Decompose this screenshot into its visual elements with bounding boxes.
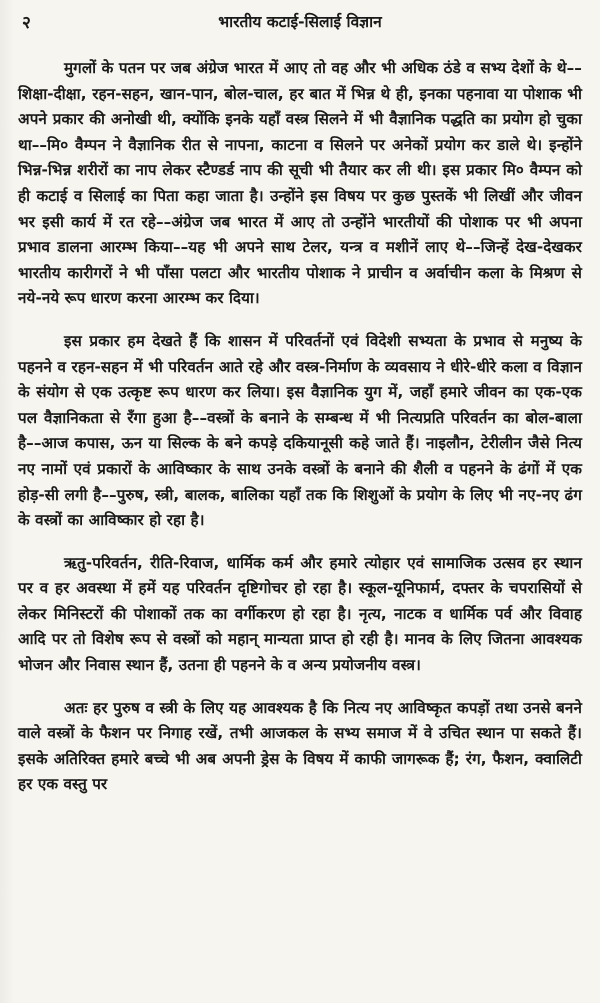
- paragraph: इस प्रकार हम देखते हैं कि शासन में परिवर्तनों एवं विदेशी सभ्यता के प्रभाव से मनुष्य के पहनने व रहन-सहन में भी परिवर्तन आते रहे और वस्त्र-निर्माण के व्यवसाय ने धीरे-धीरे कला व विज्ञान के संयोग से एक उत्कृष्ट रूप धारण कर लिया। इस वैज्ञानिक युग में, जहाँ हमारे जीवन का एक-एक पल वैज्ञानिकता से रँगा हुआ है––वस्त्रों के बनाने के सम्बन्ध में भी नित्यप्रति परिवर्तन का बोल-बाला है––आज कपास, ऊन या सिल्क के बने कपड़े दकियानूसी कहे जाते हैं। नाइलौन, टेरीलीन जैसे नित्य नए नामों एवं प्रकारों के आविष्कार के साथ उनके वस्त्रों के बनाने की शैली व पहनने के ढंगों में एक होड़-सी लगी है––पुरुष, स्त्री, बालक, बालिका यहाँ तक कि शिशुओं के प्रयोग के लिए भी नए-नए ढंग के वस्त्रों का आविष्कार हो रहा है।: [18, 331, 582, 530]
- page-number: २: [22, 13, 31, 33]
- paragraph: ऋतु-परिवर्तन, रीति-रिवाज, धार्मिक कर्म और हमारे त्योहार एवं सामाजिक उत्सव हर स्थान पर व हर अवस्था में हमें यह परिवर्तन दृष्टिगोचर हो रहा है। स्कूल-यूनिफार्म, दफ्तर के चपरासियों से लेकर मिनिस्टरों की पोशाकों तक का वर्गीकरण हो रहा है। नृत्य, नाटक व धार्मिक पर्व और विवाह आदि पर तो विशेष रूप से वस्त्रों को महान् मान्यता प्राप्त हो रही है। मानव के लिए जितना आवश्यक भोजन और निवास स्थान हैं, उतना ही पहनने के व अन्य प्रयोजनीय वस्त्र।: [18, 553, 582, 675]
- page-header: [18, 8, 582, 34]
- paragraph: अतः हर पुरुष व स्त्री के लिए यह आवश्यक है कि नित्य नए आविष्कृत कपड़ों तथा उनसे बनने वाले वस्त्रों के फैशन पर निगाह रखें, तभी आजकल के सभ्य समाज में वे उचित स्थान पा सकते हैं। इसके अतिरिक्त हमारे बच्चे भी अब अपनी ड्रेस के विषय में काफी जागरूक हैं; रंग, फैशन, क्वालिटी हर एक वस्तु पर: [18, 698, 582, 794]
- running-title: भारतीय कटाई-सिलाई विज्ञान: [218, 13, 382, 31]
- paragraph: मुगलों के पतन पर जब अंग्रेज भारत में आए तो वह और भी अधिक ठंडे व सभ्य देशों के थे––शिक्षा-दीक्षा, रहन-सहन, खान-पान, बोल-चाल, हर बात में भिन्न थे ही, इनका पहनावा या पोशाक भी अपने प्रकार की अनोखी थी, क्योंकि इनके यहाँ वस्त्र सिलने में भी वैज्ञानिक पद्धति का प्रयोग हो चुका था––मि० वैम्पन ने वैज्ञानिक रीत से नापना, काटना व सिलने पर अनेकों प्रयोग कर डाले थे। इन्होंने भिन्न-भिन्न शरीरों का नाप लेकर स्टैण्डर्ड नाप की सूची भी तैयार कर ली थी। इस प्रकार मि० वैम्पन को ही कटाई व सिलाई का पिता कहा जाता है। उन्होंने इस विषय पर कुछ पुस्तकें भी लिखीं और जीवन भर इसी कार्य में रत रहे––अंग्रेज जब भारत में आए तो उन्होंने भारतीयों की पोशाक पर भी अपना प्रभाव डालना आरम्भ किया––यह भी अपने साथ टेलर, यन्त्र व मशीनें लाए थे––जिन्हें देख-देखकर भारतीय कारीगरों ने भी पाँसा पलटा और भारतीय पोशाक ने प्राचीन व अर्वाचीन कला के मिश्रण से नये-नये रूप धारण करना आरम्भ कर दिया।: [18, 59, 582, 308]
